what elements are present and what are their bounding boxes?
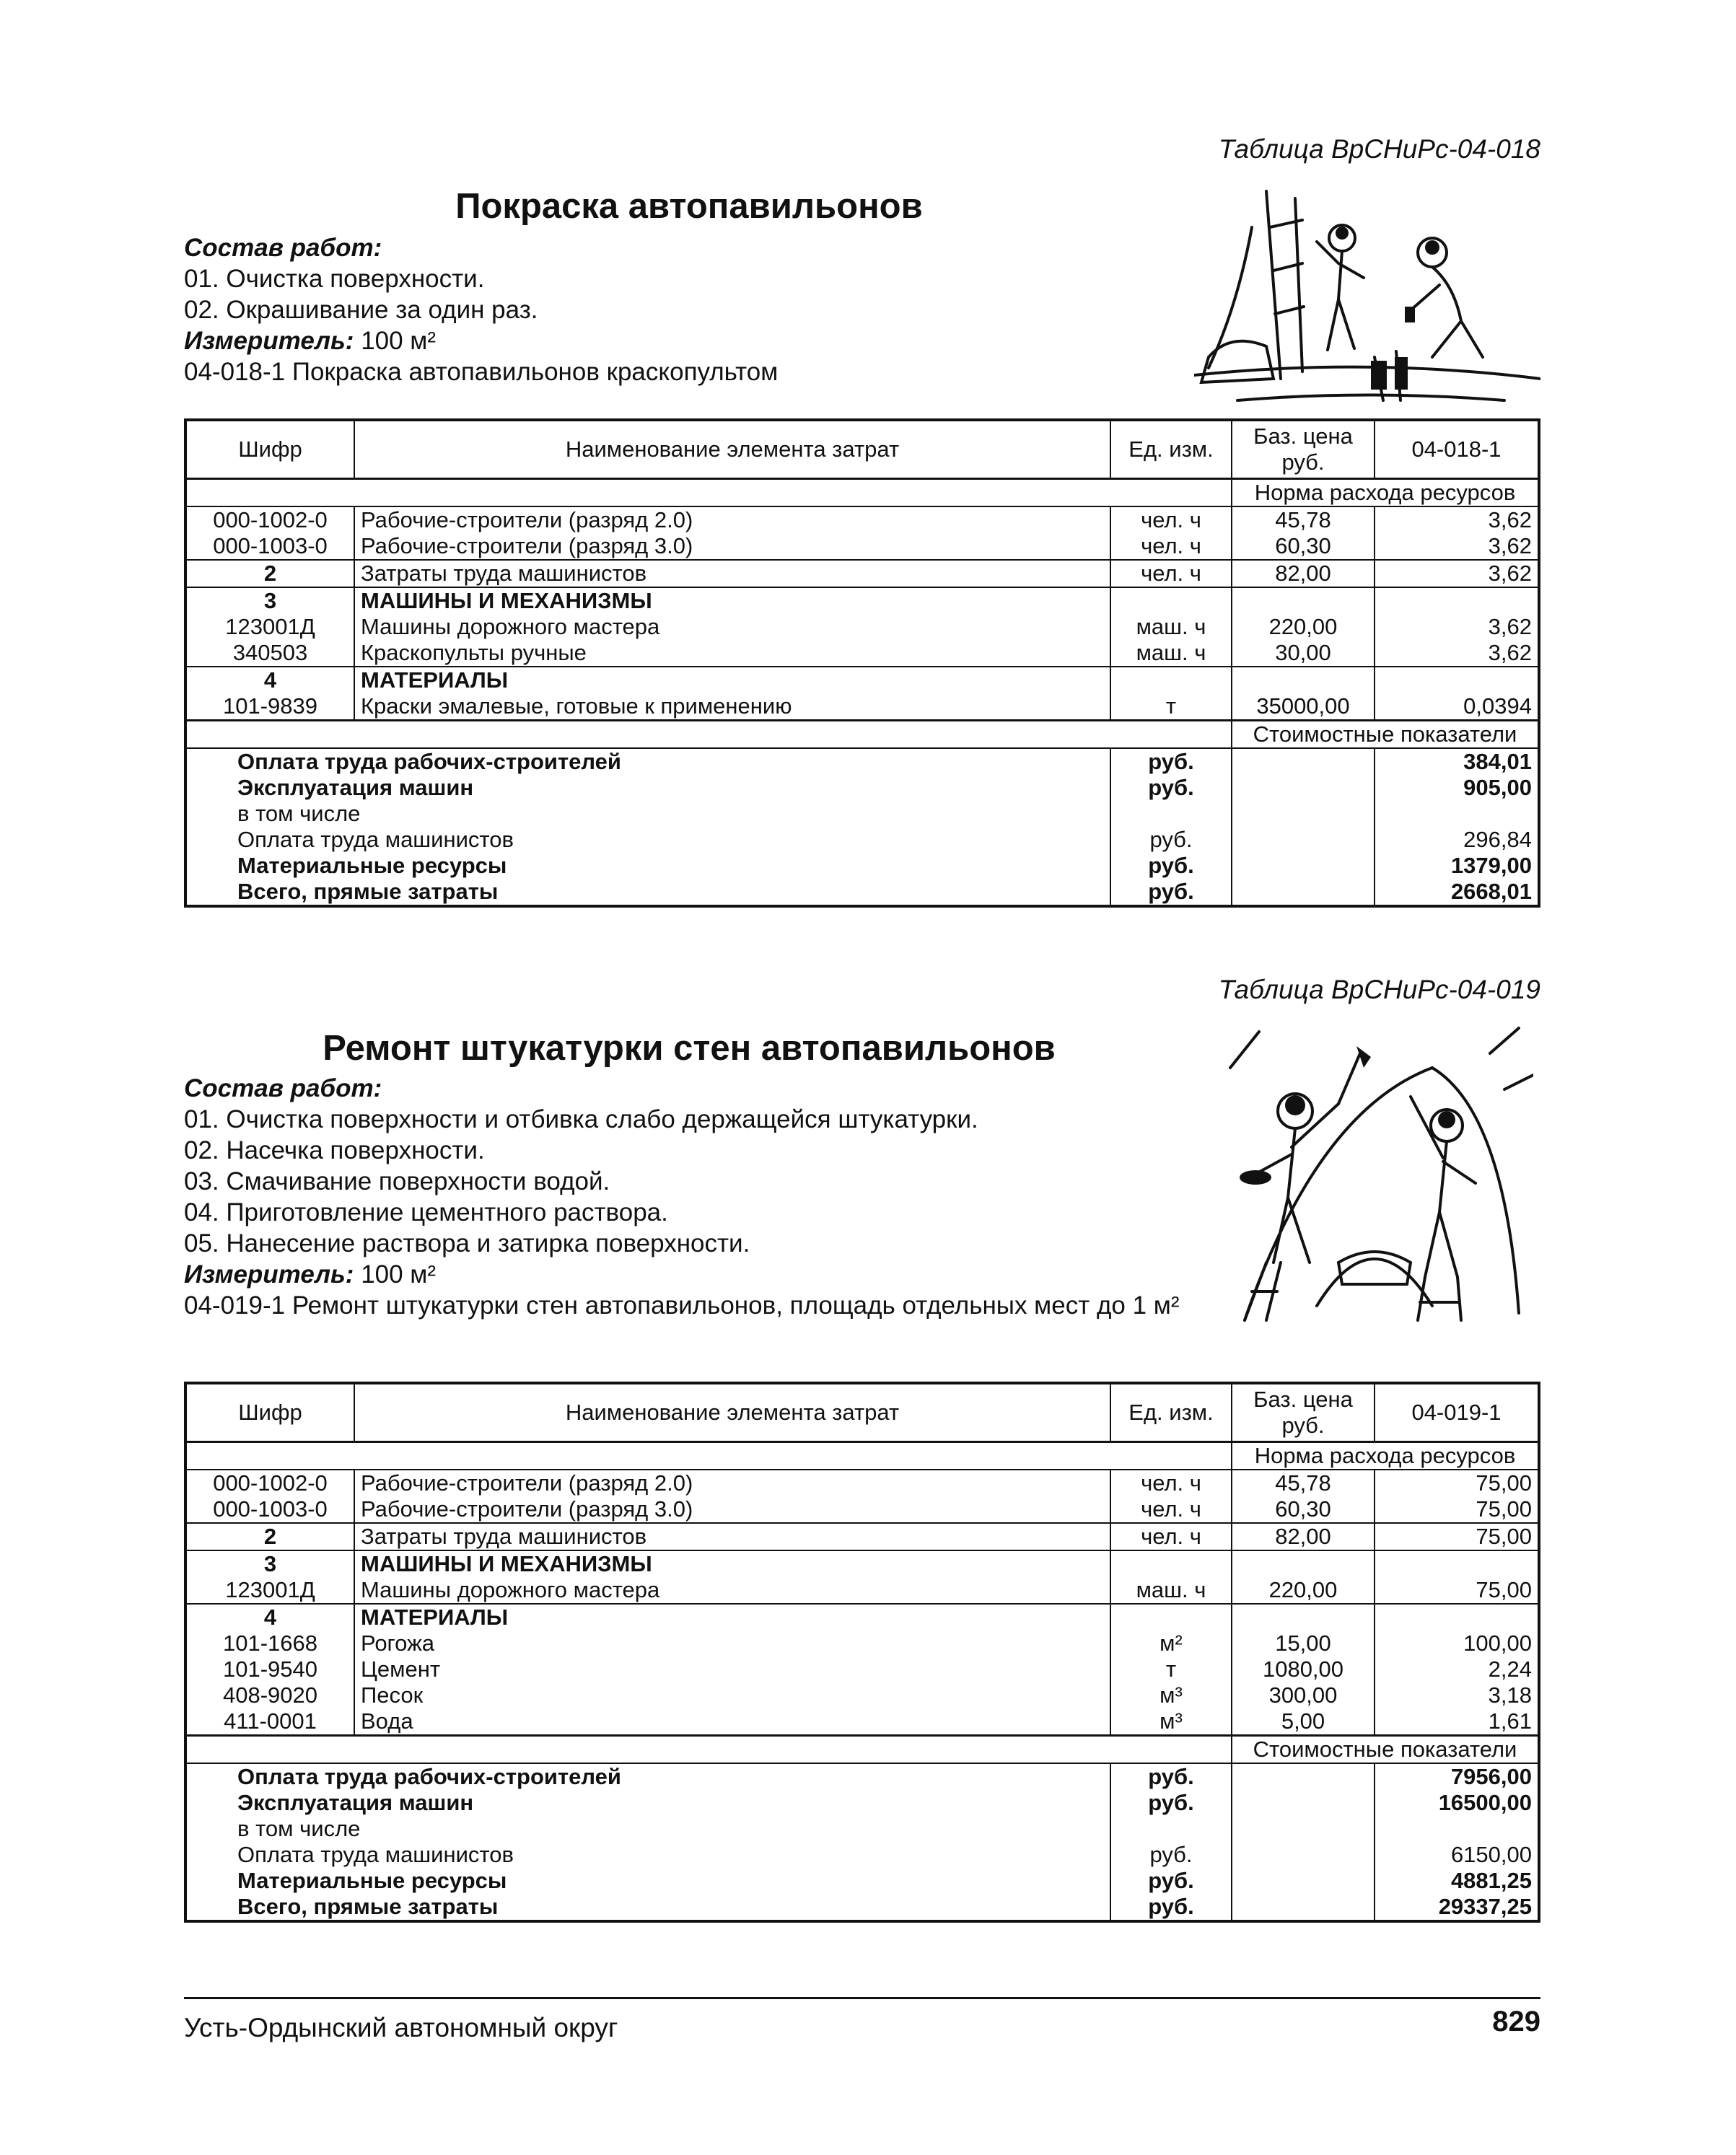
table-row: 101-9540 Цемент т 1080,00 2,24 xyxy=(185,1656,1539,1682)
table-reference: Таблица ВрСНиРс-04-019 xyxy=(1218,975,1540,1004)
summary-row: Всего, прямые затраты руб. 29337,25 xyxy=(185,1894,1539,1921)
table-row: 101-1668 Рогожа м² 15,00 100,00 xyxy=(185,1630,1539,1656)
section-title: Ремонт штукатурки стен автопавильонов xyxy=(323,1029,1056,1068)
item-line: 04-019-1 Ремонт штукатурки стен автопавильонов, площадь отдельных мест до 1 м² xyxy=(184,1291,1180,1320)
item-line: 04-018-1 Покраска автопавильонов краскопультом xyxy=(184,358,779,386)
table-row: 3 МАШИНЫ И МЕХАНИЗМЫ xyxy=(185,1550,1539,1577)
meter-value: 100 м² xyxy=(361,327,437,355)
table-row: 000-1003-0 Рабочие-строители (разряд 3.0) чел. ч 60,30 3,62 xyxy=(185,533,1539,560)
header-unit: Ед. изм. xyxy=(1110,1383,1232,1442)
band-resources: Норма расхода ресурсов xyxy=(1232,1442,1539,1470)
table-reference: Таблица ВрСНиРс-04-018 xyxy=(1218,134,1540,164)
header-norm-code: 04-018-1 xyxy=(1375,420,1539,479)
band-costs: Стоимостные показатели xyxy=(1232,1736,1539,1764)
table-row: 2 Затраты труда машинистов чел. ч 82,00 75,00 xyxy=(185,1523,1539,1550)
cost-table xyxy=(184,418,1540,908)
meter-label: Измеритель: xyxy=(184,1260,354,1289)
work-step: 04. Приготовление цементного раствора. xyxy=(184,1198,668,1226)
painting-workers-illustration xyxy=(1194,184,1540,408)
header-unit: Ед. изм. xyxy=(1110,420,1232,479)
page-number: 829 xyxy=(1492,2006,1540,2037)
table-row: 123001Д Машины дорожного мастера маш. ч 220,00 75,00 xyxy=(185,1577,1539,1604)
band-row xyxy=(185,721,1539,749)
work-step: 03. Смачивание поверхности водой. xyxy=(184,1167,610,1195)
summary-row: Эксплуатация машин руб. 16500,00 xyxy=(185,1790,1539,1816)
summary-row: в том числе xyxy=(185,1816,1539,1842)
table-row: 000-1003-0 Рабочие-строители (разряд 3.0) чел. ч 60,30 75,00 xyxy=(185,1496,1539,1523)
band-row xyxy=(185,1442,1539,1470)
summary-row: Всего, прямые затраты руб. 2668,01 xyxy=(185,879,1539,906)
summary-row: Материальные ресурсы руб. 1379,00 xyxy=(185,853,1539,879)
table-header xyxy=(185,420,1539,479)
summary-row: Оплата труда машинистов руб. 6150,00 xyxy=(185,1842,1539,1868)
composition-label: Состав работ: xyxy=(184,234,382,262)
summary-row: Материальные ресурсы руб. 4881,25 xyxy=(185,1868,1539,1894)
work-step: 02. Окрашивание за один раз. xyxy=(184,296,538,324)
header-name: Наименование элемента затрат xyxy=(354,420,1110,479)
band-row xyxy=(185,479,1539,507)
header-price: Баз. цена руб. xyxy=(1232,420,1375,479)
table-row: 4 МАТЕРИАЛЫ xyxy=(185,1604,1539,1630)
table-row: 2 Затраты труда машинистов чел. ч 82,00 3,62 xyxy=(185,560,1539,587)
meter-label: Измеритель: xyxy=(184,327,354,355)
table-row: 123001Д Машины дорожного мастера маш. ч 220,00 3,62 xyxy=(185,614,1539,640)
work-step: 05. Нанесение раствора и затирка поверхности. xyxy=(184,1229,750,1258)
table-row: 000-1002-0 Рабочие-строители (разряд 2.0) чел. ч 45,78 3,62 xyxy=(185,506,1539,533)
header-name: Наименование элемента затрат xyxy=(354,1383,1110,1442)
summary-row: Оплата труда рабочих-строителей руб. 384,01 xyxy=(185,748,1539,775)
footer-region: Усть-Ордынский автономный округ xyxy=(184,2013,618,2042)
summary-row: Оплата труда рабочих-строителей руб. 7956,00 xyxy=(185,1763,1539,1790)
table-row: 3 МАШИНЫ И МЕХАНИЗМЫ xyxy=(185,587,1539,614)
header-price: Баз. цена руб. xyxy=(1232,1383,1375,1442)
band-costs: Стоимостные показатели xyxy=(1232,721,1539,749)
work-step: 01. Очистка поверхности и отбивка слабо держащейся штукатурки. xyxy=(184,1105,978,1133)
composition-label: Состав работ: xyxy=(184,1074,382,1102)
band-row xyxy=(185,1736,1539,1764)
work-step: 01. Очистка поверхности. xyxy=(184,265,485,293)
table-row: 101-9839 Краски эмалевые, готовые к применению т 35000,00 0,0394 xyxy=(185,693,1539,721)
cost-table xyxy=(184,1382,1540,1923)
summary-row: Оплата труда машинистов руб. 296,84 xyxy=(185,827,1539,853)
table-header xyxy=(185,1383,1539,1442)
summary-row: Эксплуатация машин руб. 905,00 xyxy=(185,775,1539,801)
table-row: 408-9020 Песок м³ 300,00 3,18 xyxy=(185,1682,1539,1708)
work-description xyxy=(184,1073,1230,1321)
table-row: 4 МАТЕРИАЛЫ xyxy=(185,667,1539,693)
table-row: 340503 Краскопульты ручные маш. ч 30,00 3,62 xyxy=(185,640,1539,667)
header-code: Шифр xyxy=(185,420,354,479)
header-norm-code: 04-019-1 xyxy=(1375,1383,1539,1442)
section-title: Покраска автопавильонов xyxy=(455,187,923,226)
footer-divider xyxy=(184,1997,1540,1999)
table-row: 411-0001 Вода м³ 5,00 1,61 xyxy=(185,1708,1539,1736)
meter-value: 100 м² xyxy=(361,1260,437,1289)
header-code: Шифр xyxy=(185,1383,354,1442)
plastering-workers-illustration xyxy=(1216,1024,1533,1327)
summary-row: в том числе xyxy=(185,801,1539,827)
band-resources: Норма расхода ресурсов xyxy=(1232,479,1539,507)
work-step: 02. Насечка поверхности. xyxy=(184,1136,485,1164)
table-row: 000-1002-0 Рабочие-строители (разряд 2.0) чел. ч 45,78 75,00 xyxy=(185,1470,1539,1496)
work-description xyxy=(184,232,1230,387)
